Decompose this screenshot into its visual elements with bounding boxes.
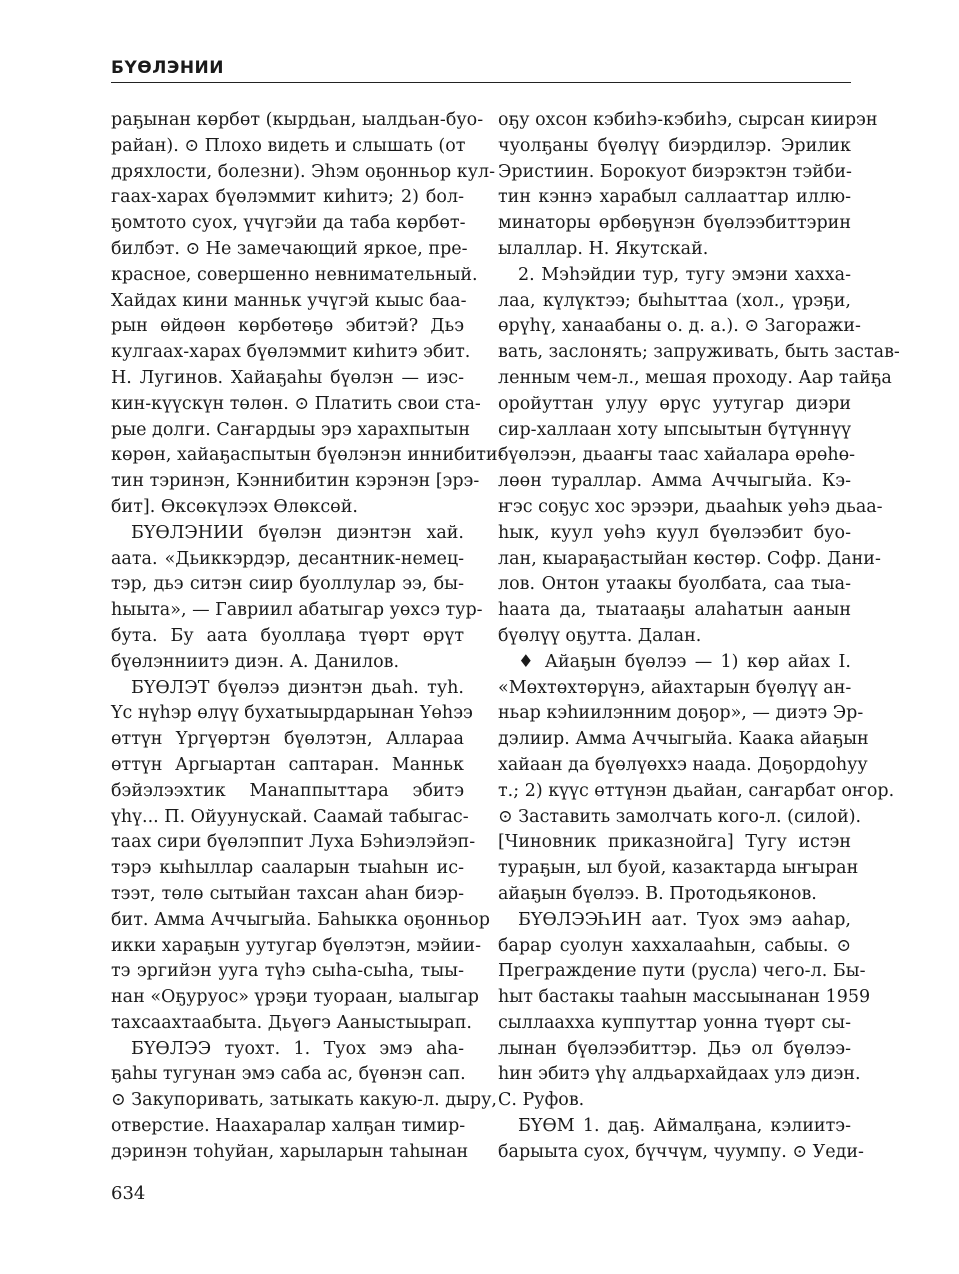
text-line: бит. Амма Аччыгыйа. Баһыкка оҕонньор <box>111 909 490 930</box>
text-line: ылаллар. Н. Якутскай. <box>498 238 709 259</box>
text-line: сир-халлаан хоту ыпсыытын бүтүннүү <box>498 419 851 440</box>
text-line: бүөлээн, дьааҥы таас хайалара өрөһө- <box>498 445 856 466</box>
text-line: үһү... П. Ойуунускай. Саамай табыгас- <box>111 806 469 827</box>
text-line: тэрэ кыһыллар сааларын тыаһын ис- <box>111 858 464 879</box>
text-line: тин кэннэ харабыл саллааттар иллю- <box>498 187 851 208</box>
text-line: өрүһү, ханаабаны о. д. а.). ⊙ Загоражи- <box>498 316 861 337</box>
text-line: тураҕын, ыл буой, казактарда ыҥыран <box>498 858 859 879</box>
text-line: һык, куул уөһэ куул бүөлээбит буо- <box>498 522 851 543</box>
text-line: ленным чем-л., мешая проходу. Аар тайҕа <box>498 367 892 388</box>
text-line: лынан бүөлээбиттэр. Дьэ ол бүөлээ- <box>498 1038 851 1059</box>
text-line: БҮӨЛЭЭҺИН аат. Туох эмэ ааһар, <box>518 909 851 930</box>
text-line: һыыта», — Гавриил абатыгар уөхсэ тур- <box>111 600 483 621</box>
text-line: раҕынан көрбөт (кырдьан, ыалдьан-буо- <box>111 110 484 130</box>
text-line: нан «Оҕуруос» үрэҕи туораан, ыалыгар <box>111 987 479 1008</box>
text-line: аата. «Дьиккэрдэр, десантник-немец- <box>111 548 464 569</box>
text-line: рын өйдөөн көрбөтөҕө эбитэй? Дьэ <box>111 316 464 337</box>
text-line: лов. Онтон утаакы буолбата, саа тыа- <box>498 574 851 595</box>
text-line: т.; 2) күүс өттүнэн дьайан, саҥарбат оҥор. <box>498 780 895 801</box>
text-line: тээт, төлө сытыйан тахсан аһан биэр- <box>111 883 464 904</box>
text-line: кин-күүскүн төлөн. ⊙ Платить свои ста- <box>111 393 481 414</box>
text-line: өттүн Аргыартан саптаран. Манньк <box>111 754 464 775</box>
text-line: 2. Мэһэйдии тур, тугу эмэни хахха- <box>518 264 851 285</box>
text-line: отверстие. Наахаралар халҕан тимир- <box>111 1116 466 1137</box>
running-header <box>111 58 851 83</box>
text-line: чуолҕаны бүөлүү биэрдилэр. Эрилик <box>498 135 851 156</box>
text-line: ⊙ Заставить замолчать кого-л. (силой). <box>498 806 862 827</box>
text-line: билбэт. ⊙ Не замечающий яркое, пре- <box>111 238 468 259</box>
text-line: Преграждение пути (русла) чего-л. Бы- <box>498 961 866 982</box>
text-line: Үс нүһэр өлүү бухатыырдарынан Үөһээ <box>111 703 473 724</box>
text-line: һыт бастакы тааһын массыынанан 1959 <box>498 987 871 1008</box>
text-line: тэр, дьэ ситэн сиир буоллулар ээ, бы- <box>111 574 464 595</box>
text-line: ⊙ Закупоривать, затыкать какую-л. дыру, <box>111 1090 497 1111</box>
text-line: Н. Лугинов. Хайаҕаһы бүөлэн — иэс- <box>111 367 464 388</box>
text-line: минаторы өрбөҕүнэн бүөлээбиттэрин <box>498 213 851 234</box>
text-line: бута. Бу аата буоллаҕа түөрт өрүт <box>111 625 464 646</box>
header-title: БҮӨЛЭНИИ <box>111 58 224 78</box>
text-line: райан). ⊙ Плохо видеть и слышать (от <box>111 135 466 156</box>
text-line: дэринэн тоһуйан, харыларын таһынан <box>111 1141 469 1162</box>
text-line: БҮӨЛЭЭ туохт. 1. Туох эмэ аһа- <box>131 1038 464 1059</box>
text-line: ҕомтото суох, үчүгэйи да таба көрбөт- <box>111 213 466 234</box>
text-line: «Мөхтөхтөрүнэ, айахтарын бүөлүү ан- <box>498 677 852 698</box>
text-line: лөөн тураллар. Амма Аччыгыйа. Кэ- <box>498 471 851 492</box>
text-line: хайаан да бүөлүөххэ наада. Доҕордоһуу <box>498 754 868 775</box>
text-line: оҕу охсон кэбиһэ-кэбиһэ, сырсан киирэн <box>498 110 878 130</box>
text-line: дэлиир. Амма Аччыгыйа. Каака айаҕын <box>498 729 869 750</box>
text-line: бүөлүү оҕутта. Далан. <box>498 625 702 646</box>
text-line: барыыта суох, бүччүм, чуумпу. ⊙ Уеди- <box>498 1141 864 1162</box>
text-line: лаа, күлүктээ; быһыттаа (хол., үрэҕи, <box>498 290 851 311</box>
text-line: лан, кыараҕастыйан көстөр. Софр. Дани- <box>498 548 881 569</box>
text-line: БҮӨЛЭНИИ бүөлэн диэнтэн хай. <box>131 522 464 543</box>
text-line: Хайдах кини манньк учүгэй кыыс баа- <box>111 290 467 311</box>
text-line: барар суолун хаххалааһын, сабыы. ⊙ <box>498 935 851 956</box>
text-line: икки хараҕын уутугар бүөлэтэн, мэйии- <box>111 935 482 956</box>
text-line: бэйэлээхтик Манаппыттара эбитэ <box>111 780 464 801</box>
text-line: һаата да, тыатааҕы алаһатын аанын <box>498 600 851 621</box>
text-line: һин эбитэ үһү алдьархайдаах улэ диэн. <box>498 1064 861 1085</box>
text-line: тэ эргийэн уугa түһэ сыһа-сыһа, тыы- <box>111 961 464 982</box>
page-number: 634 <box>111 1183 146 1204</box>
text-line: тахсаахтаабыта. Дьүөгэ Ааныстыырап. <box>111 1012 472 1033</box>
text-line: тин тэринэн, Кэннибитин кэрэнэн [эрэ- <box>111 471 480 492</box>
text-line: бит]. Өксөкүлээх Өлөксөй. <box>111 496 358 517</box>
text-line: ҕаһы тугунан эмэ саба ас, бүөнэн сап. <box>111 1064 466 1085</box>
text-line: ҥэс соҕус хос эрээри, дьааһык уөһэ дьаа- <box>498 496 883 517</box>
text-line: айаҕын бүөлээ. В. Протодьяконов. <box>498 883 817 904</box>
text-line: рые долги. Саҥардыы эрэ харахпытын <box>111 419 471 440</box>
text-line: БҮӨЛЭТ бүөлээ диэнтэн дьаһ. туһ. <box>131 677 464 698</box>
right-column <box>498 108 900 1166</box>
text-line: дряхлости, болезни). Эһэм оҕонньор кул- <box>111 161 496 182</box>
text-line: ньар кэһиилэнним доҕор», — диэтэ Эр- <box>498 703 864 724</box>
text-line: [Чиновник приказнойга] Тугу истэн <box>498 832 851 853</box>
text-line: Эристиин. Борокуот биэрэктэн тэйби- <box>498 161 852 182</box>
text-line: оройуттан улуу өрүс уутугар диэри <box>498 393 851 414</box>
text-line: кулгаах-харах бүөлэммит киһитэ эбит. <box>111 342 471 363</box>
left-column <box>111 108 504 1166</box>
text-line: С. Руфов. <box>498 1090 585 1111</box>
text-line: таах сири бүөлэппит Луха Бэһиэлэйэп- <box>111 832 476 853</box>
text-line: гаах-харах бүөлэммит киһитэ; 2) бол- <box>111 187 464 208</box>
text-line: сыллаахха куппуттар уонна түөрт сы- <box>498 1012 851 1033</box>
text-line: өттүн Үргүөртэн бүөлэтэн, Алларaa <box>111 729 464 750</box>
text-line: бүөлэнниитэ диэн. А. Данилов. <box>111 651 400 672</box>
text-line: вать, заслонять; запруживать, быть застав- <box>498 342 900 363</box>
text-line: ♦ Айаҕын бүөлээ — 1) көр айах I. <box>518 651 851 672</box>
text-line: БҮӨМ 1. даҕ. Аймалҕана, кэлиитэ- <box>518 1116 851 1137</box>
text-line: көрөн, хайаҕаспытын бүөлэнэн иннибити- <box>111 445 504 466</box>
text-line: красное, совершенно невнимательный. <box>111 264 478 285</box>
